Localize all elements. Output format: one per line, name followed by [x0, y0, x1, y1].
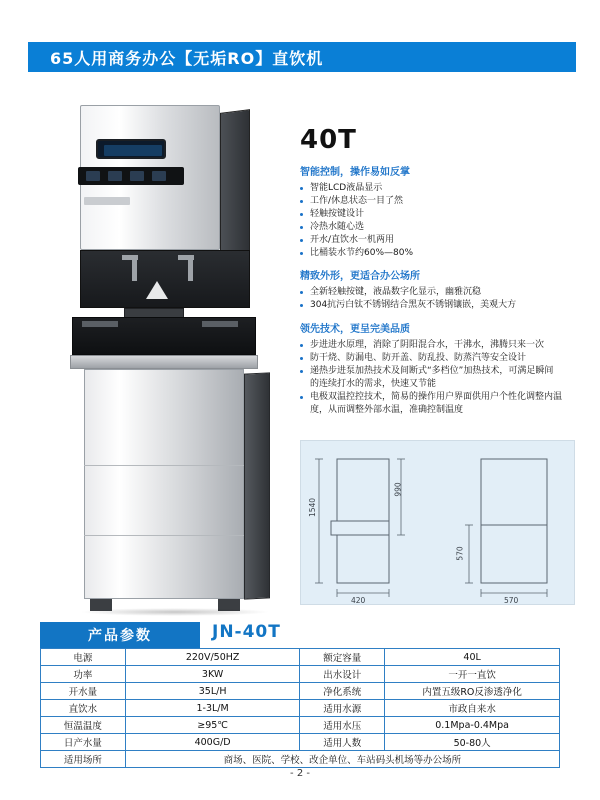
panel-button-3 [130, 171, 144, 181]
list-item: 电极双温控控技术，简易的操作用户界面供用户个性化调整内温度，从而调整外部水温，准确控制温度 [300, 391, 562, 417]
feature-section-3-list [300, 339, 562, 417]
cell-label: 净化系统 [300, 683, 385, 700]
feature-section-1-title: 智能控制，操作易如反掌 [300, 167, 410, 178]
list-item: 冷热水随心选 [300, 221, 562, 234]
table-row [41, 700, 560, 717]
cell-value: ≥95℃ [125, 717, 300, 734]
spec-table-title: 产品参数 [88, 628, 152, 644]
feature-section-1-list [300, 182, 562, 260]
cell-value: 220V/50HZ [125, 649, 300, 666]
cell-value: 市政自来水 [385, 700, 560, 717]
dim-overall-height-label: 1540 [308, 497, 318, 518]
lower-cabinet-side-panel [244, 372, 270, 599]
product-photo [62, 105, 282, 615]
header-title: 65人用商务办公【无垢RO】直饮机 [50, 48, 324, 68]
cell-label: 功率 [41, 666, 126, 683]
feature-section-2 [300, 267, 562, 312]
cell-value: 50-80人 [385, 734, 560, 751]
feature-section-2-title: 精致外形，更适合办公场所 [300, 271, 420, 282]
floor-shadow [80, 608, 270, 616]
feature-section-1 [300, 163, 562, 260]
cell-label: 适用水源 [300, 700, 385, 717]
panel-button-4 [152, 171, 166, 181]
cell-value: 400G/D [125, 734, 300, 751]
cell-value: 商场、医院、学校、改企单位、车站码头机场等办公场所 [125, 751, 559, 768]
table-row [41, 751, 560, 768]
table-row [41, 734, 560, 751]
feature-section-3 [300, 320, 562, 417]
dimension-diagram [300, 440, 575, 605]
cell-label: 恒温温度 [41, 717, 126, 734]
list-item: 轻触按键设计 [300, 208, 562, 221]
warning-triangle-icon [146, 281, 168, 299]
mid-label-left [82, 321, 118, 327]
lower-cabinet [84, 369, 244, 599]
mid-label-right [202, 321, 238, 327]
cell-label: 适用人数 [300, 734, 385, 751]
dim-top-width-label: 420 [351, 596, 366, 605]
list-item: 工作/休息状态一目了然 [300, 195, 562, 208]
cell-label: 直饮水 [41, 700, 126, 717]
dim-base-width-label: 570 [504, 596, 519, 605]
dim-base-height-label: 570 [455, 546, 465, 561]
cell-value: 35L/H [125, 683, 300, 700]
list-item: 全新轻触按键，液晶数字化显示，幽雅沉稳 [300, 286, 562, 299]
table-row [41, 717, 560, 734]
lcd-display [96, 139, 166, 159]
panel-button-1 [86, 171, 100, 181]
list-item: 步进进水原理，消除了阴阳混合水，干沸水，沸腾只来一次 [300, 339, 562, 352]
feature-section-3-title: 领先技术，更呈完美品质 [300, 324, 410, 335]
faucet-left-arm [122, 255, 138, 260]
cell-label: 适用场所 [41, 751, 126, 768]
cell-label: 电源 [41, 649, 126, 666]
list-item: 递热步进泵加热技术及间断式“多档位”加热技术，可满足瞬间的连续打水的需求，快速又节能 [300, 365, 562, 391]
cell-value: 一开一直饮 [385, 666, 560, 683]
brand-logo-plate [84, 197, 130, 205]
table-row [41, 649, 560, 666]
dim-top-unit-height-label: 990 [393, 482, 403, 497]
faucet-right-arm [178, 255, 194, 260]
list-item: 开水/直饮水一机两用 [300, 234, 562, 247]
cell-value: 40L [385, 649, 560, 666]
page-number: - 2 - [290, 768, 310, 779]
list-item: 304抗污白钛不锈钢结合黑灰不锈钢镶嵌，美观大方 [300, 299, 562, 312]
table-row [41, 666, 560, 683]
table-row [41, 683, 560, 700]
cell-value: 1-3L/M [125, 700, 300, 717]
list-item: 智能LCD液晶显示 [300, 182, 562, 195]
model-name: 40T [300, 125, 357, 155]
cell-value: 0.1Mpa-0.4Mpa [385, 717, 560, 734]
list-item: 防干烧、防漏电、防开盖、防乱投、防蒸汽等安全设计 [300, 352, 562, 365]
dispenser-top-side-panel [220, 109, 250, 263]
lcd-screen-inner [104, 145, 162, 156]
cell-value: 3KW [125, 666, 300, 683]
cell-label: 开水量 [41, 683, 126, 700]
spec-table-model: JN-40T [212, 622, 281, 642]
cell-label: 出水设计 [300, 666, 385, 683]
mid-shelf [70, 355, 258, 369]
list-item: 比桶装水节约60%—80% [300, 247, 562, 260]
spec-table [40, 648, 560, 768]
cell-label: 额定容量 [300, 649, 385, 666]
cell-value: 内置五级RO反渗透净化 [385, 683, 560, 700]
header-banner [28, 42, 576, 72]
spec-table-title-banner [40, 622, 200, 648]
faucet-recess [80, 250, 250, 308]
cell-label: 日产水量 [41, 734, 126, 751]
cabinet-seam-1 [84, 465, 244, 466]
dimension-drawing [301, 441, 576, 606]
feature-section-2-list [300, 286, 562, 312]
panel-button-2 [108, 171, 122, 181]
cabinet-seam-2 [84, 535, 244, 536]
cell-label: 适用水压 [300, 717, 385, 734]
